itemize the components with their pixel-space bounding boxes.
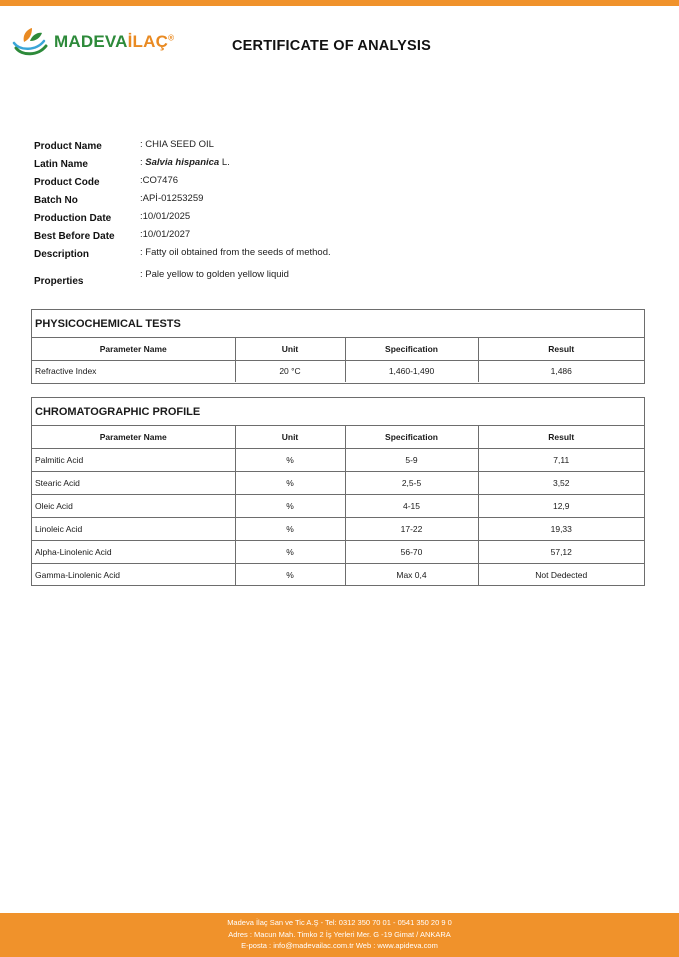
parameter-cell: Oleic Acid	[32, 494, 235, 517]
brand-name-part1: MADEVA	[54, 32, 128, 51]
leaf-hands-icon	[10, 26, 52, 60]
result-cell: 3,52	[478, 471, 644, 494]
latin-name-italic: Salvia hispanica	[145, 157, 220, 168]
properties-value: : Pale yellow to golden yellow liquid	[140, 269, 289, 280]
parameter-cell: Linoleic Acid	[32, 517, 235, 540]
parameter-cell: Gamma-Linolenic Acid	[32, 563, 235, 586]
result-cell: 12,9	[478, 494, 644, 517]
unit-cell: %	[235, 540, 345, 563]
table-row	[32, 471, 644, 494]
table-header-row	[32, 426, 644, 448]
result-cell: 19,33	[478, 517, 644, 540]
column-header: Specification	[345, 426, 478, 448]
production-date-value: :10/01/2025	[140, 211, 191, 222]
product-code-label: Product Code	[34, 177, 100, 188]
batch-no-value: :APİ-01253259	[140, 193, 204, 204]
specification-cell: 1,460-1,490	[345, 360, 478, 382]
production-date-label: Production Date	[34, 213, 112, 224]
footer-contact-line: E-posta : info@madevailac.com.tr Web : www.apideva.com	[241, 941, 438, 950]
table-row	[32, 448, 644, 471]
product-name-label: Product Name	[34, 141, 102, 152]
column-header: Specification	[345, 338, 478, 360]
description-label: Description	[34, 249, 90, 260]
properties-label: Properties	[34, 276, 84, 287]
physicochemical-table	[32, 338, 644, 382]
product-code-value: :CO7476	[140, 175, 179, 186]
table-row	[32, 494, 644, 517]
chromatographic-table	[32, 426, 644, 586]
document-title: CERTIFICATE OF ANALYSIS	[232, 38, 432, 54]
column-header: Unit	[235, 338, 345, 360]
company-logo	[10, 26, 180, 60]
best-before-label: Best Before Date	[34, 231, 115, 242]
latin-name-label: Latin Name	[34, 159, 88, 170]
result-cell: Not Dedected	[535, 569, 588, 580]
parameter-cell: Refractive Index	[32, 360, 235, 382]
column-header: Parameter Name	[32, 426, 235, 448]
registered-mark: ®	[168, 33, 175, 43]
table-row	[32, 517, 644, 540]
latin-name-value: : Salvia hispanica L.	[140, 157, 230, 168]
brand-name-part2: İLAÇ	[127, 32, 169, 51]
specification-cell: 2,5-5	[345, 471, 478, 494]
specification-cell: Max 0,4	[345, 563, 478, 586]
product-name-value: : CHIA SEED OIL	[140, 139, 214, 150]
description-value: : Fatty oil obtained from the seeds of method.	[140, 247, 331, 258]
result-cell: 57,12	[478, 540, 644, 563]
specification-cell: 17-22	[345, 517, 478, 540]
best-before-value: :10/01/2027	[140, 229, 191, 240]
column-header: Unit	[235, 426, 345, 448]
specification-cell: 56-70	[345, 540, 478, 563]
physicochemical-section	[31, 309, 645, 384]
column-header: Result	[478, 426, 644, 448]
specification-cell: 4-15	[345, 494, 478, 517]
specification-cell: 5-9	[345, 448, 478, 471]
footer-company-line: Madeva İlaç San ve Tic A.Ş - Tel: 0312 350 70 01 - 0541 350 20 9 0	[227, 918, 452, 927]
unit-cell: %	[235, 563, 345, 586]
table-row	[32, 563, 644, 586]
unit-cell: %	[235, 517, 345, 540]
footer-address-line: Adres : Macun Mah. Timko 2 İş Yerleri Mer. G -19 Gimat / ANKARA	[228, 929, 451, 939]
parameter-cell: Stearic Acid	[32, 471, 235, 494]
physicochemical-title: PHYSICOCHEMICAL TESTS	[32, 310, 644, 338]
batch-no-label: Batch No	[34, 195, 78, 206]
chromatographic-title: CHROMATOGRAPHIC PROFILE	[32, 398, 644, 426]
top-accent-bar	[0, 0, 679, 6]
table-row	[32, 540, 644, 563]
footer-bar	[0, 913, 679, 957]
parameter-cell: Palmitic Acid	[32, 448, 235, 471]
parameter-cell: Alpha-Linolenic Acid	[32, 540, 235, 563]
unit-cell: %	[235, 448, 345, 471]
column-header: Parameter Name	[32, 338, 235, 360]
unit-cell: %	[235, 471, 345, 494]
unit-cell: 20 °C	[235, 360, 345, 382]
column-header: Result	[478, 338, 644, 360]
unit-cell: %	[235, 494, 345, 517]
table-header-row	[32, 338, 644, 360]
chromatographic-section	[31, 397, 645, 586]
result-cell: 1,486	[550, 366, 572, 377]
table-row	[32, 360, 644, 382]
result-cell: 7,11	[478, 448, 644, 471]
